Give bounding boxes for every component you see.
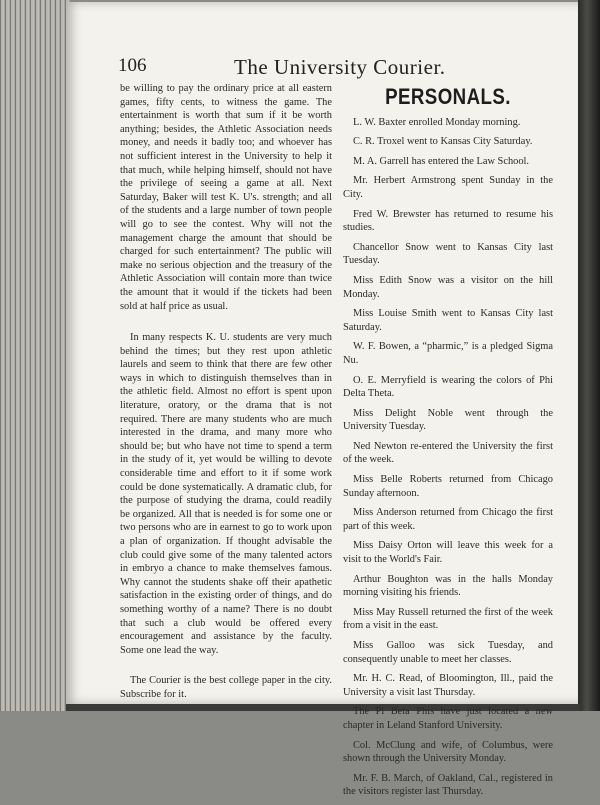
editorial-paragraph-dramatic-club: In many respects K. U. students are very much behind the times; but they rest upon athletic laurels and seem to think that there are few other ways in which to distinguish themselves than in the athletic field. Almost no effort is spent upon literature, oratory, or the drama that is not required. There are many students who are much interested in the drama, and many more who should be; but who have not time to spend a term in the study of it, yet would be willing to devote considerable time and effort to it if some work could be done systematically. A dramatic club, for the purpose of studying the drama, could readily be organized. All that is needed is for some one or two persons who are in earnest to go to work upon a plan of organization. If thought advisable the club could give some of the many talented actors in embryo a chance to make themselves famous. Why cannot the students shake off their apathetic satisfaction in the existing order of things, and do something worthy of a name? There is no doubt that such a club would be offered every encouragement and assistance by the faculty. Some one lead the way.	[120, 332, 332, 656]
personal-item: Miss Delight Noble went through the University Tuesday.	[343, 407, 553, 433]
personal-item: Miss Daisy Orton will leave this week for a visit to the World's Fair.	[343, 540, 553, 566]
editorial-paragraph-athletics: be willing to pay the ordinary price at all eastern games, fifty cents, to witness the game. The entertainment is worth that sum if it be worth anything; besides, the Athletic Association needs money, and needs it badly too; and whoever has not sufficient interest in the University to help it that much, while helping himself, should not have the privilege of seeing a game at all. Next Saturday, Baker will test K. U's. strength; and all of the students and a large number of town people will go to see the contest. Why will not the management charge the amount that should be charged for such entertainment? The public will make no serious objection and the treasury of the Athletic Association will contain more than twice the amount that it would if the tickets had been sold at half price as usual.	[120, 83, 332, 312]
personal-item: The Pi Beta Phis have just located a new chapter in Leland Stanford University.	[343, 706, 553, 731]
personal-item: L. W. Baxter enrolled Monday morning.	[353, 116, 521, 128]
personal-item: Chancellor Snow went to Kansas City last Tuesday.	[343, 241, 553, 267]
running-title: The University Courier.	[234, 55, 446, 79]
personal-item: W. F. Bowen, a “pharmic,” is a pledged Sigma Nu.	[343, 341, 553, 366]
personal-item: Mr. H. C. Read, of Bloomington, Ill., paid the University a visit last Thursday.	[343, 673, 553, 698]
personal-item: Miss Belle Roberts returned from Chicago Sunday afternoon.	[343, 474, 553, 499]
left-column	[120, 82, 332, 702]
personal-item: Miss Galloo was sick Tuesday, and consequently unable to meet her classes.	[343, 640, 553, 665]
personal-item: C. R. Troxel went to Kansas City Saturday.	[353, 136, 533, 148]
book-cover-edge	[578, 0, 600, 711]
personals-heading: PERSONALS.	[385, 84, 511, 109]
personal-item: Mr. Herbert Armstrong spent Sunday in the City.	[343, 175, 553, 200]
personal-item: Miss May Russell returned the first of the week from a visit in the east.	[343, 606, 553, 632]
personal-item: Fred W. Brewster has returned to resume his studies.	[343, 208, 553, 234]
personal-item: O. E. Merryfield is wearing the colors of Phi Delta Theta.	[343, 374, 553, 400]
right-column	[343, 84, 553, 805]
editorial-paragraph-subscribe: The Courier is the best college paper in the city. Subscribe for it.	[120, 675, 332, 700]
personal-item: Ned Newton re-entered the University the first of the week.	[343, 440, 553, 466]
personal-item: Arthur Boughton was in the halls Monday morning visiting his friends.	[343, 573, 553, 599]
personal-item: Miss Edith Snow was a visitor on the hill Monday.	[343, 274, 553, 300]
personal-item: Mr. F. B. March, of Oakland, Cal., registered in the visitors register last Thursday.	[343, 772, 553, 798]
personal-item: M. A. Garrell has entered the Law School.	[353, 155, 530, 167]
personal-item: Col. McClung and wife, of Columbus, were shown through the University Monday.	[343, 739, 553, 765]
personal-item: Miss Louise Smith went to Kansas City last Saturday.	[343, 308, 553, 333]
personal-item: Miss Anderson returned from Chicago the first part of this week.	[343, 507, 553, 532]
page-number: 106	[118, 55, 147, 76]
book-spine-edge	[0, 0, 70, 711]
